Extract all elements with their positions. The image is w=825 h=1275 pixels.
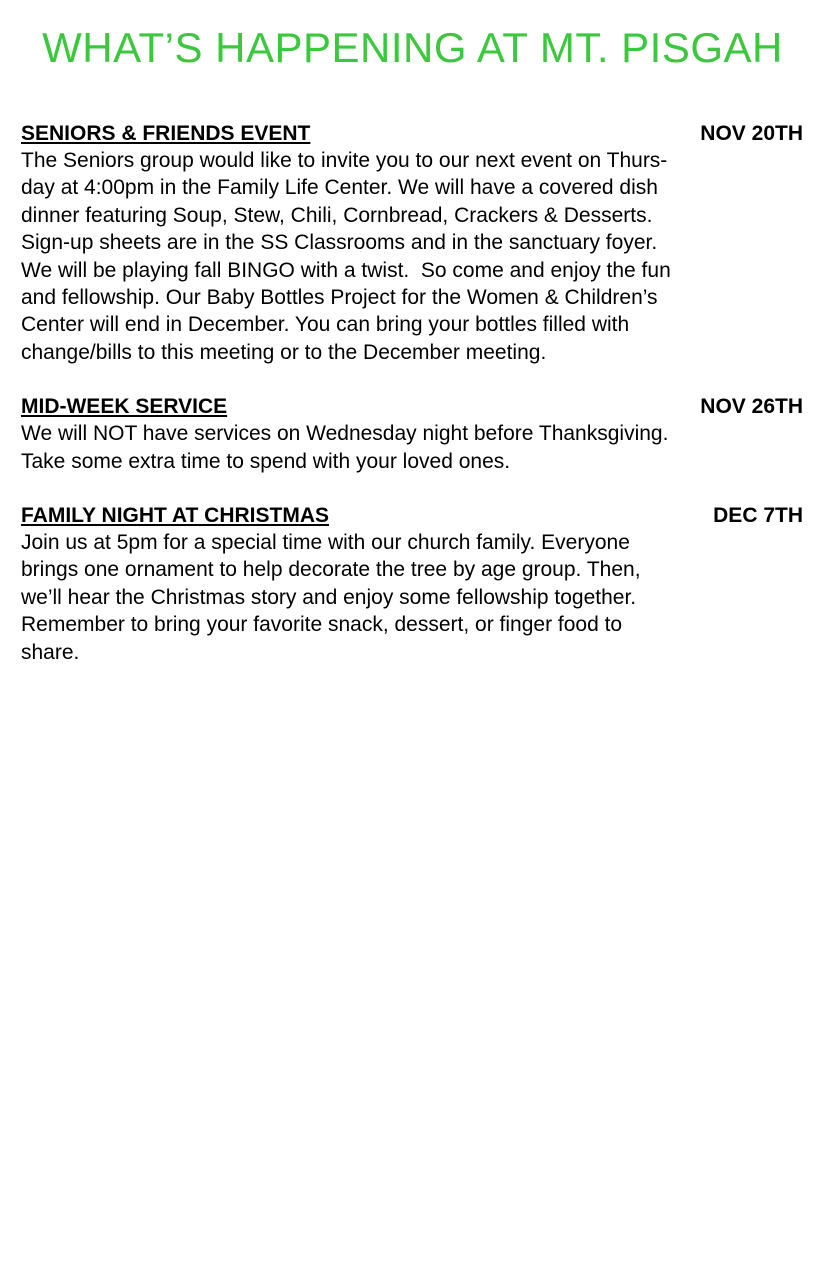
event-description-line: The Seniors group would like to invite you to our next event on Thurs- bbox=[21, 149, 668, 172]
event-description bbox=[21, 147, 803, 366]
event-family-night-christmas bbox=[21, 502, 803, 666]
event-description-line: brings one ornament to help decorate the tree by age group. Then, bbox=[21, 558, 641, 582]
event-description bbox=[21, 420, 803, 475]
event-header bbox=[21, 393, 803, 420]
event-description-line: share. bbox=[21, 640, 80, 664]
event-description-line: and fellowship. Our Baby Bottles Project for the Women & Children’s bbox=[21, 286, 658, 310]
event-mid-week-service bbox=[21, 393, 803, 475]
event-header bbox=[21, 120, 803, 147]
events-list bbox=[21, 120, 803, 693]
event-date: NOV 20TH bbox=[700, 122, 803, 145]
event-header bbox=[21, 502, 803, 529]
event-description-line: Join us at 5pm for a special time with our church family. Everyone bbox=[21, 531, 630, 555]
event-description-line: Remember to bring your favorite snack, dessert, or finger food to bbox=[21, 613, 623, 637]
event-seniors-friends bbox=[21, 120, 803, 366]
event-description-line: Take some extra time to spend with your loved ones. bbox=[21, 449, 511, 473]
event-description-line: we’ll hear the Christmas story and enjoy some fellowship together. bbox=[21, 585, 637, 609]
event-description-line: dinner featuring Soup, Stew, Chili, Cornbread, Crackers & Desserts. bbox=[21, 203, 653, 227]
event-description-line: change/bills to this meeting or to the December meeting. bbox=[21, 340, 547, 364]
event-date: DEC 7TH bbox=[713, 504, 803, 528]
event-description-line: Center will end in December. You can bring your bottles filled with bbox=[21, 313, 630, 337]
event-title: SENIORS & FRIENDS EVENT bbox=[21, 122, 311, 145]
event-description-line: day at 4:00pm in the Family Life Center. We will have a covered dish bbox=[21, 176, 658, 200]
event-description-line: Sign-up sheets are in the SS Classrooms and in the sanctuary foyer. bbox=[21, 231, 658, 255]
page-title: WHAT’S HAPPENING AT MT. PISGAH bbox=[42, 24, 783, 71]
event-title: FAMILY NIGHT AT CHRISTMAS bbox=[21, 504, 330, 528]
event-date: NOV 26TH bbox=[700, 395, 803, 419]
event-description bbox=[21, 529, 803, 666]
event-description-line: We will be playing fall BINGO with a twist. So come and enjoy the fun bbox=[21, 258, 671, 282]
event-description-line: We will NOT have services on Wednesday night before Thanksgiving. bbox=[21, 422, 669, 446]
event-title: MID-WEEK SERVICE bbox=[21, 395, 228, 419]
